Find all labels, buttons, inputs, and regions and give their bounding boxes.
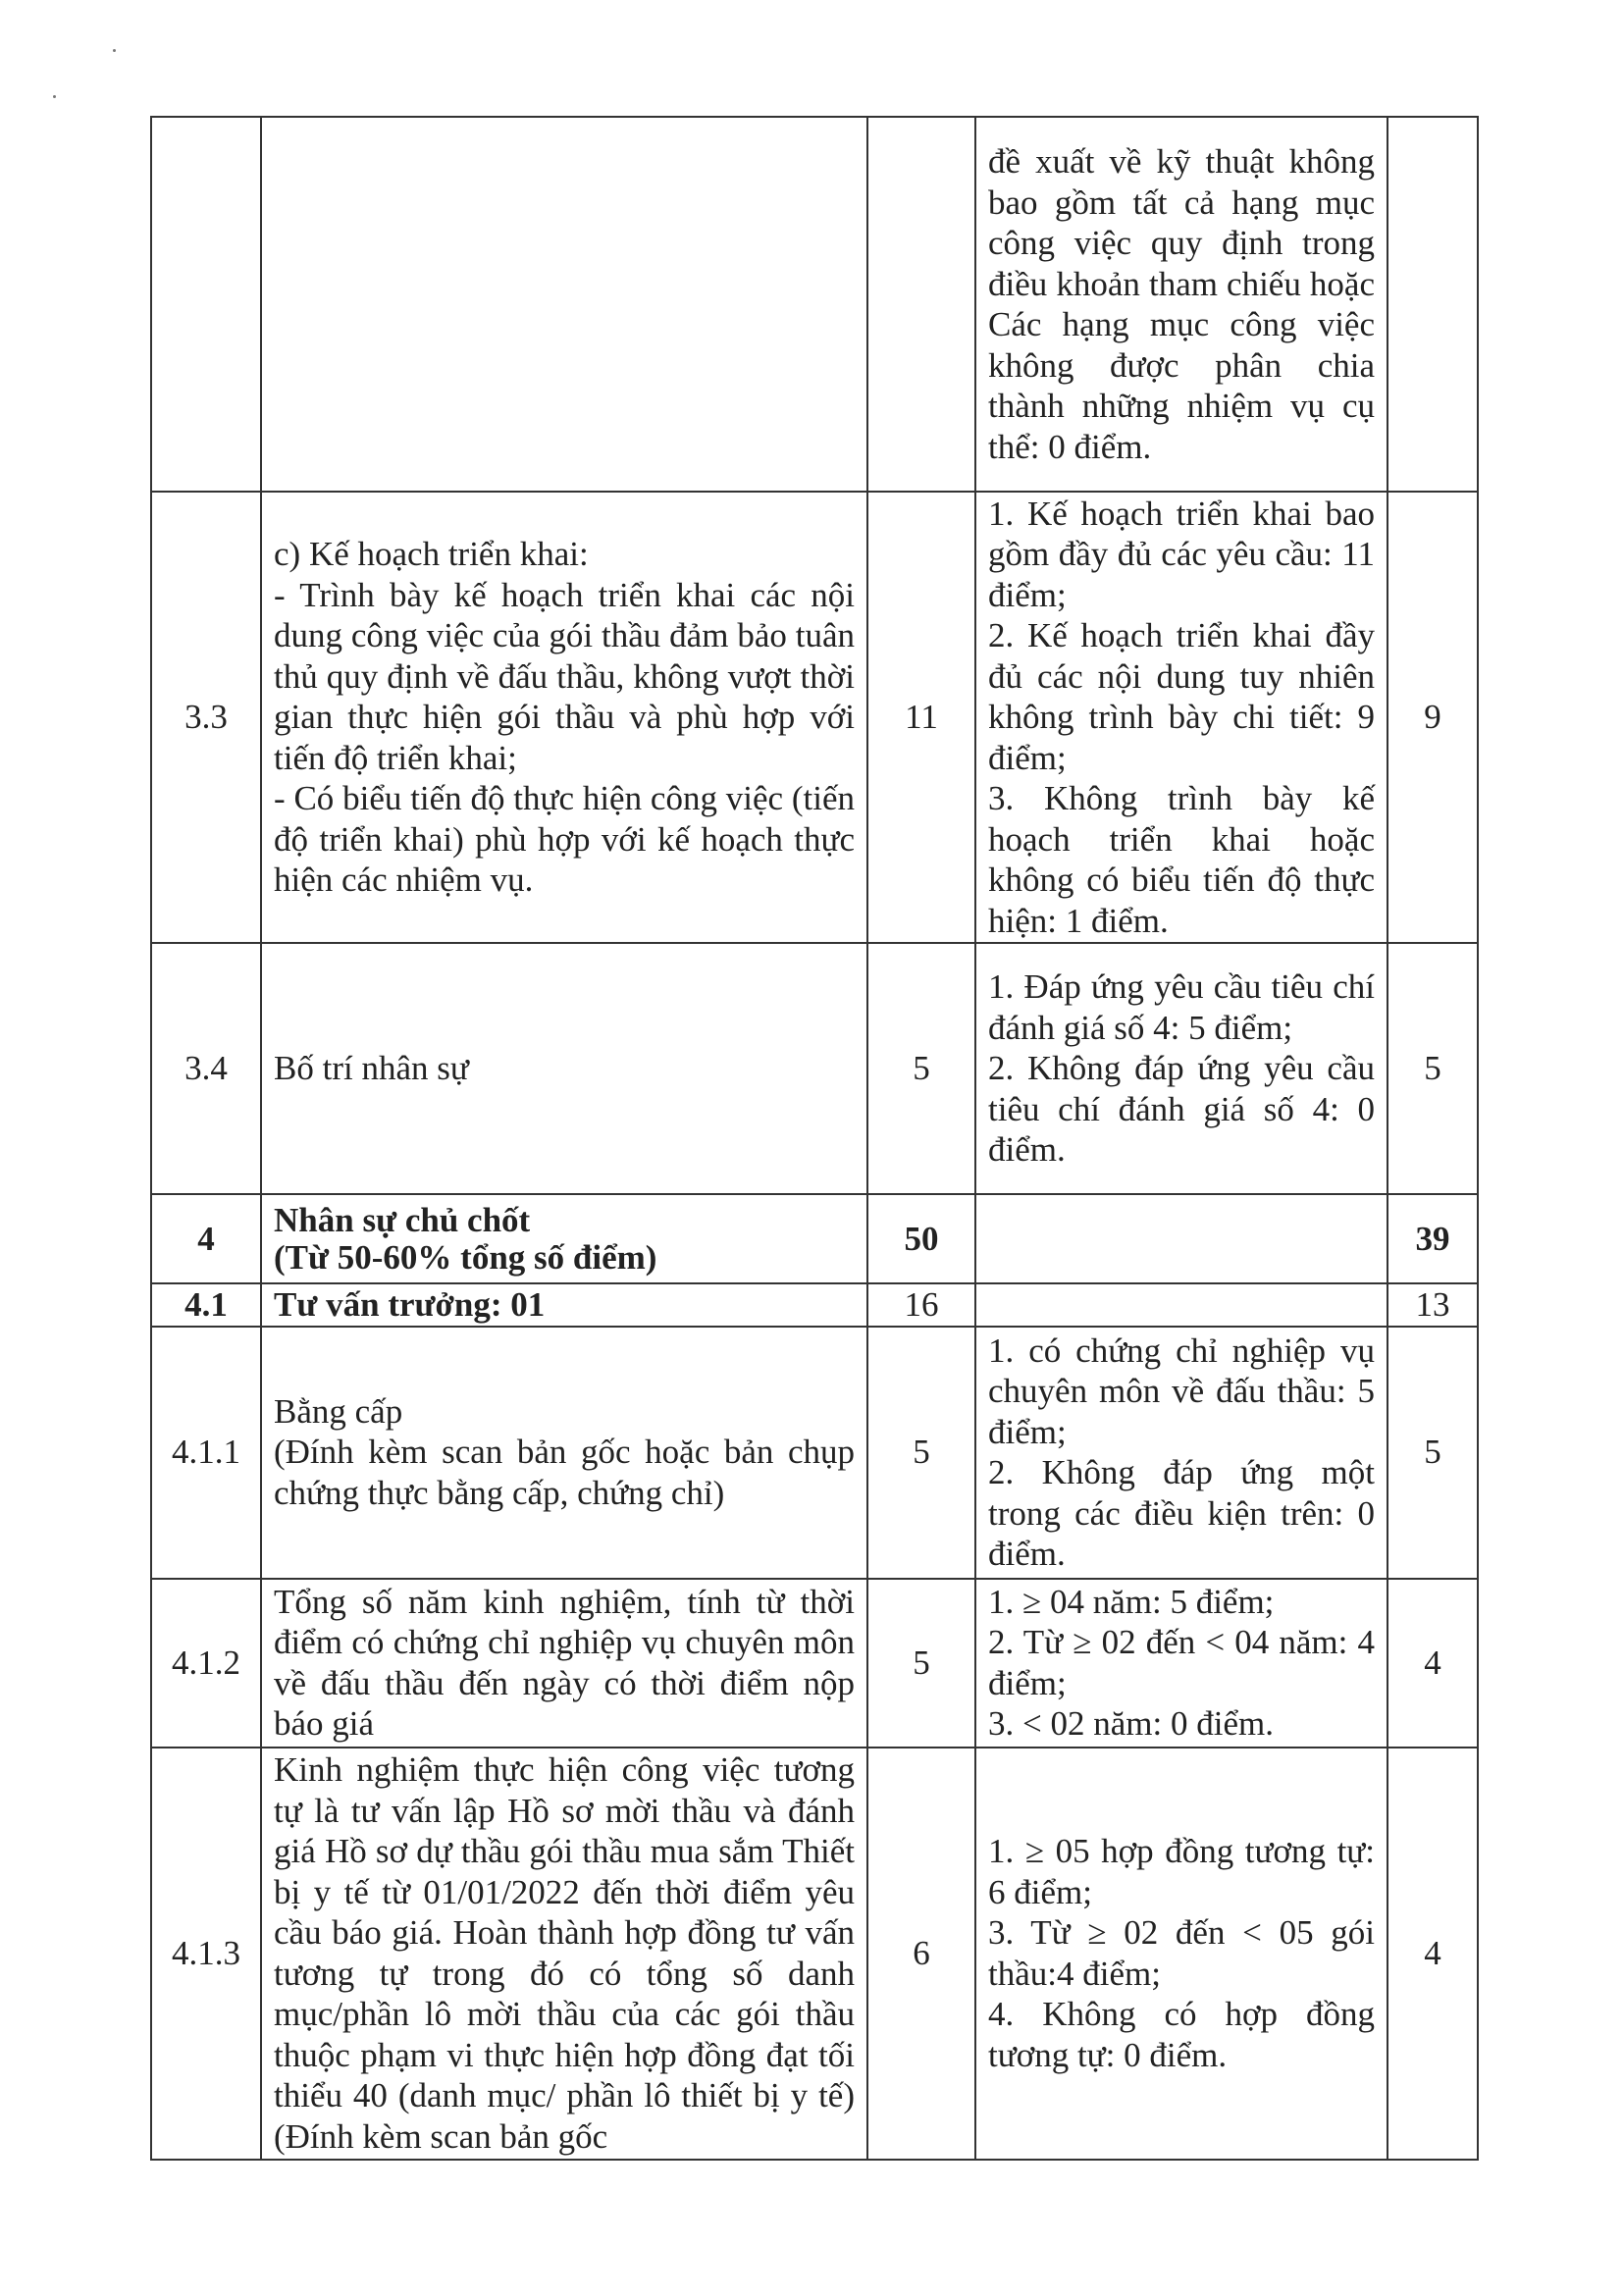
item-content: [261, 117, 867, 492]
evaluation-table: [150, 116, 1479, 2161]
awarded-score: 9: [1387, 492, 1478, 943]
item-number: 4.1: [151, 1283, 261, 1327]
awarded-score: 39: [1387, 1194, 1478, 1283]
table-row: [151, 943, 1478, 1194]
item-number: 4.1.1: [151, 1327, 261, 1579]
scan-speck: [53, 95, 56, 98]
item-content: Tổng số năm kinh nghiệm, tính từ thời điểm có chứng chỉ nghiệp vụ chuyên môn về đấu thầu đến ngày có thời điểm nộp báo giá: [261, 1579, 867, 1748]
max-score: [867, 117, 975, 492]
item-content: Nhân sự chủ chốt (Từ 50-60% tổng số điểm): [261, 1194, 867, 1283]
awarded-score: 5: [1387, 943, 1478, 1194]
max-score: 6: [867, 1748, 975, 2160]
table-row: [151, 1283, 1478, 1327]
awarded-score: 5: [1387, 1327, 1478, 1579]
table-row: [151, 1579, 1478, 1748]
table-row: [151, 1194, 1478, 1283]
scoring-criteria: đề xuất về kỹ thuật không bao gồm tất cả hạng mục công việc quy định trong điều khoản tham chiếu hoặc Các hạng mục công việc không được phân chia thành những nhiệm vụ cụ thể: 0 điểm.: [975, 117, 1387, 492]
max-score: 5: [867, 1579, 975, 1748]
item-number: 3.3: [151, 492, 261, 943]
item-content: Kinh nghiệm thực hiện công việc tương tự là tư vấn lập Hồ sơ mời thầu và đánh giá Hồ sơ dự thầu gói thầu mua sắm Thiết bị y tế từ 01/01/2022 đến thời điểm yêu cầu báo giá. Hoàn thành hợp đồng tư vấn tương tự trong đó có tổng số danh mục/phần lô mời thầu của các gói thầu thuộc phạm vi thực hiện hợp đồng đạt tối thiểu 40 (danh mục/ phần lô thiết bị y tế) (Đính kèm scan bản gốc: [261, 1748, 867, 2160]
item-number: 4.1.3: [151, 1748, 261, 2160]
max-score: 11: [867, 492, 975, 943]
awarded-score: 4: [1387, 1748, 1478, 2160]
scoring-criteria: 1. Kế hoạch triển khai bao gồm đầy đủ các yêu cầu: 11 điểm; 2. Kế hoạch triển khai đầy đủ các nội dung tuy nhiên không trình bày chi tiết: 9 điểm; 3. Không trình bày kế hoạch triển khai hoặc không có biểu tiến độ thực hiện: 1 điểm.: [975, 492, 1387, 943]
item-number: [151, 117, 261, 492]
max-score: 16: [867, 1283, 975, 1327]
awarded-score: 4: [1387, 1579, 1478, 1748]
awarded-score: 13: [1387, 1283, 1478, 1327]
item-number: 4.1.2: [151, 1579, 261, 1748]
scoring-criteria: [975, 1283, 1387, 1327]
item-content: Tư vấn trưởng: 01: [261, 1283, 867, 1327]
max-score: 5: [867, 943, 975, 1194]
scoring-criteria: [975, 1194, 1387, 1283]
max-score: 50: [867, 1194, 975, 1283]
item-number: 3.4: [151, 943, 261, 1194]
scoring-criteria: 1. có chứng chỉ nghiệp vụ chuyên môn về đấu thầu: 5 điểm; 2. Không đáp ứng một trong các điều kiện trên: 0 điểm.: [975, 1327, 1387, 1579]
table-row: [151, 1327, 1478, 1579]
table-row: [151, 117, 1478, 492]
table-row: [151, 1748, 1478, 2160]
scan-speck: [113, 49, 116, 52]
scoring-criteria: 1. ≥ 04 năm: 5 điểm; 2. Từ ≥ 02 đến < 04 năm: 4 điểm; 3. < 02 năm: 0 điểm.: [975, 1579, 1387, 1748]
item-content: Bằng cấp (Đính kèm scan bản gốc hoặc bản chụp chứng thực bằng cấp, chứng chỉ): [261, 1327, 867, 1579]
item-number: 4: [151, 1194, 261, 1283]
table-row: [151, 492, 1478, 943]
item-content: c) Kế hoạch triển khai: - Trình bày kế hoạch triển khai các nội dung công việc của gói thầu đảm bảo tuân thủ quy định về đấu thầu, không vượt thời gian thực hiện gói thầu và phù hợp với tiến độ triển khai; - Có biểu tiến độ thực hiện công việc (tiến độ triển khai) phù hợp với kế hoạch thực hiện các nhiệm vụ.: [261, 492, 867, 943]
scoring-criteria: 1. Đáp ứng yêu cầu tiêu chí đánh giá số 4: 5 điểm; 2. Không đáp ứng yêu cầu tiêu chí đánh giá số 4: 0 điểm.: [975, 943, 1387, 1194]
awarded-score: [1387, 117, 1478, 492]
max-score: 5: [867, 1327, 975, 1579]
scoring-criteria: 1. ≥ 05 hợp đồng tương tự: 6 điểm; 3. Từ ≥ 02 đến < 05 gói thầu:4 điểm; 4. Không có hợp đồng tương tự: 0 điểm.: [975, 1748, 1387, 2160]
item-content: Bố trí nhân sự: [261, 943, 867, 1194]
